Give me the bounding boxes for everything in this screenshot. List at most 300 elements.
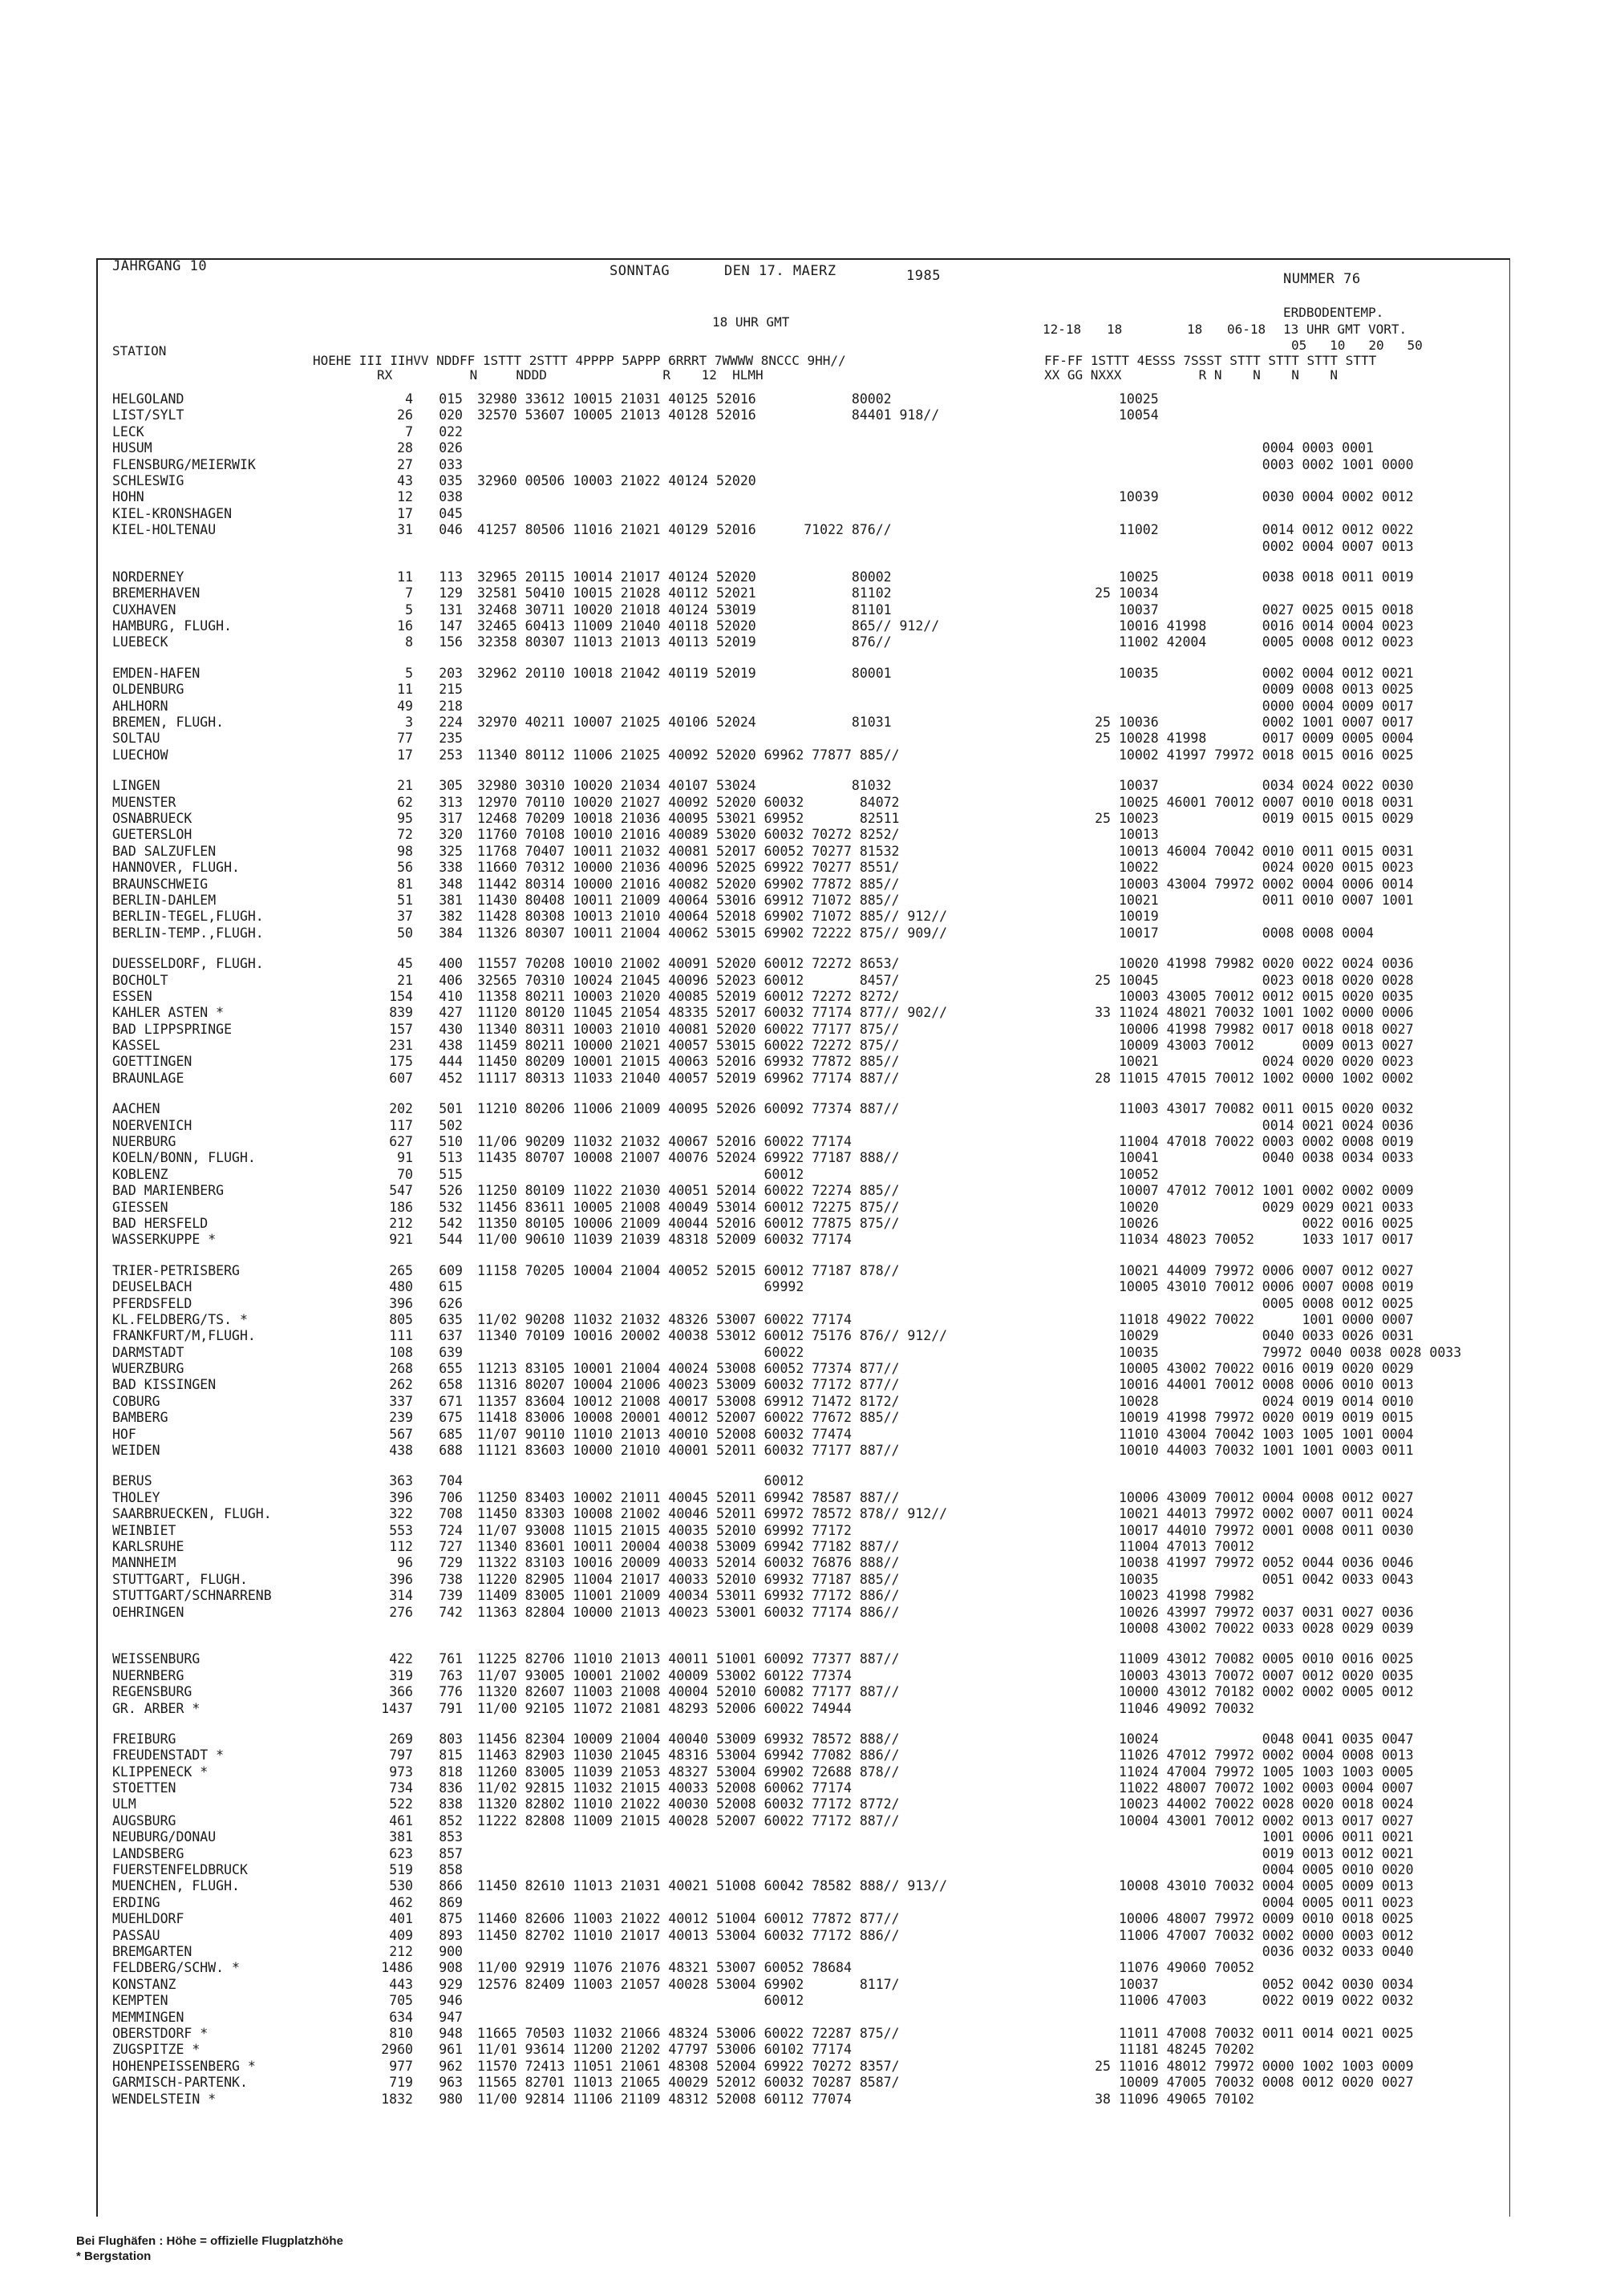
elevation: 627	[389, 1134, 413, 1150]
wind-gust	[1055, 618, 1111, 634]
elevation: 26	[397, 407, 413, 423]
wind-gust	[1055, 956, 1111, 972]
station-name	[112, 539, 305, 555]
soil-values: 10016 41998 0016 0014 0004 0023	[1119, 618, 1414, 634]
synop-groups: 11/00 92814 11106 21109 48312 52008 60112 77074	[477, 2091, 852, 2107]
synop-groups: 60012	[477, 1993, 804, 2009]
table-row	[112, 506, 1508, 522]
synop-groups: 11250 83403 10002 21011 40045 52011 69942 78587 887//	[477, 1489, 900, 1505]
elevation: 231	[389, 1038, 413, 1054]
wind-gust	[1055, 1394, 1111, 1410]
elevation: 202	[389, 1101, 413, 1117]
elevation: 5	[405, 601, 413, 618]
synop-groups: 11/02 92815 11032 21015 40033 52008 60062 77174	[477, 1780, 852, 1796]
wind-gust: 25	[1095, 2058, 1111, 2074]
soil-values: 11004 47018 70022 0003 0002 0008 0019	[1119, 1134, 1414, 1150]
wind-gust	[1055, 569, 1111, 585]
station-id: 526	[439, 1183, 463, 1199]
station-name: LANDSBERG	[112, 1845, 184, 1861]
soil-values: 11006 47003 0022 0019 0022 0032	[1119, 1993, 1414, 2009]
soil-values: 0002 0004 0007 0013	[1119, 538, 1414, 554]
station-id: 853	[439, 1829, 463, 1845]
elevation: 31	[397, 522, 413, 538]
soil-values: 0003 0002 1001 0000	[1119, 456, 1414, 472]
table-row	[112, 956, 1508, 972]
elevation: 77	[397, 731, 413, 747]
wind-gust	[1055, 1701, 1111, 1717]
elevation: 1832	[381, 2091, 413, 2107]
wind-gust	[1055, 2042, 1111, 2058]
soil-values: 10052	[1119, 1166, 1159, 1182]
station-id: 427	[439, 1005, 463, 1021]
soil-values: 11022 48007 70072 1002 0003 0004 0007	[1119, 1780, 1414, 1796]
soil-values: 11015 47015 70012 1002 0000 1002 0002	[1119, 1070, 1414, 1086]
elevation: 7	[405, 423, 413, 439]
station-group	[112, 1651, 1508, 1717]
wind-gust	[1055, 1572, 1111, 1588]
wind-gust	[1055, 1944, 1111, 1960]
soil-temp-sub: 13 UHR GMT VORT.	[1283, 322, 1408, 337]
station-id: 727	[439, 1539, 463, 1554]
elevation: 117	[389, 1117, 413, 1133]
wind-gust	[1055, 1588, 1111, 1604]
synop-groups: 32565 70310 10024 21045 40096 52023 60012 8457/	[477, 972, 900, 988]
station-id: 761	[439, 1651, 463, 1667]
wind-gust	[1055, 1846, 1111, 1862]
station-group	[112, 1731, 1508, 2108]
soil-values: 10025 46001 70012 0007 0010 0018 0031	[1119, 794, 1414, 810]
wind-gust	[1055, 1377, 1111, 1393]
station-name: PASSAU	[112, 1927, 160, 1943]
synop-groups: 11340 70109 10016 20002 40038 53012 60012 75176 876// 912//	[477, 1328, 948, 1344]
station-id: 626	[439, 1295, 463, 1311]
wind-gust	[1055, 1279, 1111, 1295]
station-id: 218	[439, 698, 463, 714]
station-name: WENDELSTEIN *	[112, 2091, 217, 2107]
wind-gust	[1055, 893, 1111, 909]
wind-gust	[1055, 1523, 1111, 1539]
wind-gust	[1055, 1780, 1111, 1796]
elevation: 977	[389, 2058, 413, 2074]
table-row	[112, 1328, 1508, 1344]
station-header: STATION	[112, 343, 167, 358]
wind-gust	[1055, 1605, 1111, 1621]
station-name: REGENSBURG	[112, 1684, 192, 1700]
table-row	[112, 634, 1508, 650]
synop-groups: 11460 82606 11003 21022 40012 51004 60012 77872 877//	[477, 1911, 900, 1927]
synop-groups: 11363 82804 10000 21013 40023 53001 60032 77174 886//	[477, 1604, 900, 1620]
elevation: 462	[389, 1894, 413, 1910]
station-id: 532	[439, 1199, 463, 1215]
soil-values: 0000 0004 0009 0017	[1119, 698, 1414, 714]
synop-groups: 32962 20110 10018 21042 40119 52019 80001	[477, 665, 892, 681]
table-row	[112, 585, 1508, 601]
station-name: HANNOVER, FLUGH.	[112, 860, 240, 876]
station-id: 544	[439, 1232, 463, 1248]
wind-gust	[1055, 2075, 1111, 2091]
soil-values	[1111, 424, 1496, 440]
station-name: MEMMINGEN	[112, 2009, 184, 2025]
synop-groups	[463, 682, 1055, 698]
table-row	[112, 1394, 1508, 1410]
wind-gust	[1055, 2026, 1111, 2042]
station-name: BERLIN-TEGEL,FLUGH.	[112, 909, 264, 925]
elevation: 396	[389, 1489, 413, 1505]
station-name: KOELN/BONN, FLUGH.	[112, 1150, 256, 1166]
station-id: 305	[439, 778, 463, 794]
soil-values: 10028 0024 0019 0014 0010	[1119, 1393, 1414, 1409]
station-name: COBURG	[112, 1393, 160, 1409]
wind-gust	[1055, 682, 1111, 698]
elevation: 396	[389, 1295, 413, 1311]
wind-gust	[1055, 1651, 1111, 1667]
elevation: 634	[389, 2009, 413, 2025]
station-name: MUENSTER	[112, 794, 176, 810]
soil-values: 10038 41997 79972 0052 0044 0036 0046	[1119, 1555, 1414, 1571]
synop-groups: 11435 80707 10008 21007 40076 52024 69922 77187 888//	[477, 1150, 900, 1166]
synop-groups: 32965 20115 10014 21017 40124 52020 80002	[477, 569, 892, 585]
soil-values: 11009 43012 70082 0005 0010 0016 0025	[1119, 1651, 1414, 1667]
soil-values: 0036 0032 0033 0040	[1119, 1943, 1414, 1959]
station-name: LIST/SYLT	[112, 407, 184, 423]
wind-gust	[1055, 1731, 1111, 1747]
station-id: 688	[439, 1443, 463, 1459]
synop-groups: 11358 80211 10003 21020 40085 52019 60012 72272 8272/	[477, 988, 900, 1004]
soil-values: 10026 0022 0016 0025	[1119, 1215, 1414, 1231]
station-id: 430	[439, 1021, 463, 1037]
synop-groups: 11340 80311 10003 21010 40081 52020 60022 77177 875//	[477, 1021, 900, 1037]
synop-groups: 11/00 90610 11039 21039 48318 52009 60032 77174	[477, 1232, 852, 1248]
synop-groups	[463, 1296, 1055, 1312]
station-name: DUESSELDORF, FLUGH.	[112, 956, 264, 972]
uhr-gmt-header: 18 UHR GMT	[712, 314, 790, 330]
wind-gust	[1055, 1668, 1111, 1684]
synop-groups: 32581 50410 10015 21028 40112 52021 81102	[477, 585, 892, 601]
wind-gust	[1055, 1101, 1111, 1117]
table-row	[112, 1361, 1508, 1377]
station-table	[112, 391, 1508, 2122]
wind-gust	[1055, 1296, 1111, 1312]
station-name: DARMSTADT	[112, 1344, 184, 1360]
soil-values: 11024 48021 70032 1001 1002 0000 0006	[1119, 1005, 1414, 1021]
wind-gust	[1055, 1361, 1111, 1377]
soil-values: 10045 0023 0018 0020 0028	[1119, 972, 1414, 988]
synop-groups: 11557 70208 10010 21002 40091 52020 60012 72272 8653/	[477, 956, 900, 972]
wind-gust	[1055, 391, 1111, 407]
synop-groups	[463, 731, 1055, 747]
soil-values: 11002 42004 0005 0008 0012 0023	[1119, 634, 1414, 650]
synop-groups: 11320 82802 11010 21022 40030 52008 60032 77172 8772/	[477, 1796, 900, 1812]
table-row	[112, 811, 1508, 827]
elevation: 623	[389, 1845, 413, 1861]
soil-values: 10021 0011 0010 0007 1001	[1119, 892, 1414, 908]
table-row	[112, 2075, 1508, 2091]
table-row	[112, 893, 1508, 909]
station-id: 156	[439, 634, 463, 650]
table-row	[112, 1605, 1508, 1621]
soil-values: 10020 0029 0029 0021 0033	[1119, 1199, 1414, 1215]
footnote	[76, 2233, 343, 2264]
soil-values: 10009 47005 70032 0008 0012 0020 0027	[1119, 2075, 1414, 2091]
soil-values: 10023 0019 0015 0015 0029	[1119, 810, 1414, 826]
station-name: NUERBURG	[112, 1134, 176, 1150]
station-id: 224	[439, 715, 463, 731]
wind-gust	[1055, 1443, 1111, 1459]
table-row	[112, 778, 1508, 794]
elevation: 810	[389, 2025, 413, 2041]
footnote-airports: Bei Flughäfen : Höhe = offizielle Flugplatzhöhe	[76, 2234, 343, 2248]
elevation: 480	[389, 1279, 413, 1295]
synop-groups: 11222 82808 11009 21015 40028 52007 60022 77172 887//	[477, 1812, 900, 1828]
wind-gust	[1055, 1928, 1111, 1944]
station-id: 893	[439, 1927, 463, 1943]
table-row	[112, 1764, 1508, 1780]
table-row	[112, 1038, 1508, 1054]
elevation: 96	[397, 1555, 413, 1571]
station-name: ESSEN	[112, 988, 152, 1004]
elevation: 175	[389, 1054, 413, 1070]
synop-groups: 11225 82706 11010 21013 40011 51001 60092 77377 887//	[477, 1651, 900, 1667]
soil-values: 10007 47012 70012 1001 0002 0002 0009	[1119, 1183, 1414, 1199]
soil-values: 10010 44003 70032 1001 1001 0003 0011	[1119, 1443, 1414, 1459]
station-id: 444	[439, 1054, 463, 1070]
station-id: 961	[439, 2042, 463, 2058]
station-name: GUETERSLOH	[112, 827, 192, 843]
table-row	[112, 1232, 1508, 1248]
wind-gust	[1055, 844, 1111, 860]
wind-gust	[1055, 489, 1111, 505]
soil-values: 10017 44010 79972 0001 0008 0011 0030	[1119, 1522, 1414, 1538]
soil-depths: 05 10 20 50	[1291, 338, 1423, 353]
station-name: KIEL-HOLTENAU	[112, 522, 217, 538]
station-name: SOLTAU	[112, 731, 160, 747]
soil-values: 11016 48012 79972 0000 1002 1003 0009	[1119, 2058, 1414, 2074]
elevation: 186	[389, 1199, 413, 1215]
table-row	[112, 2059, 1508, 2075]
wind-gust	[1055, 602, 1111, 618]
table-row	[112, 1071, 1508, 1087]
table-row	[112, 1928, 1508, 1944]
col-18a: 18	[1107, 322, 1123, 337]
soil-values: 10006 48007 79972 0009 0010 0018 0025	[1119, 1911, 1414, 1927]
table-row	[112, 909, 1508, 925]
station-name: BOCHOLT	[112, 972, 168, 988]
station-id: 320	[439, 827, 463, 843]
synop-groups: 32358 80307 11013 21013 40113 52019 876//	[477, 634, 892, 650]
station-id: 875	[439, 1911, 463, 1927]
wind-gust	[1055, 747, 1111, 763]
station-id: 113	[439, 569, 463, 585]
station-id: 671	[439, 1393, 463, 1409]
station-name: WUERZBURG	[112, 1361, 184, 1377]
synop-groups	[463, 1118, 1055, 1134]
wind-gust	[1055, 778, 1111, 794]
station-name: BREMGARTEN	[112, 1943, 192, 1959]
soil-values: 10041 0040 0038 0034 0033	[1119, 1150, 1414, 1166]
elevation: 2960	[381, 2042, 413, 2058]
right-header-line2: XX GG NXXX R N N N N	[1044, 367, 1339, 383]
table-row	[112, 602, 1508, 618]
table-row	[112, 699, 1508, 715]
wind-gust	[1055, 1862, 1111, 1878]
synop-groups: 11213 83105 10001 21004 40024 53008 60052 77374 877//	[477, 1361, 900, 1377]
soil-values: 10016 44001 70012 0008 0006 0010 0013	[1119, 1377, 1414, 1393]
elevation: 797	[389, 1747, 413, 1764]
wind-gust	[1055, 699, 1111, 715]
soil-values: 11096 49065 70102	[1119, 2091, 1254, 2107]
station-id: 776	[439, 1684, 463, 1700]
station-name: GIESSEN	[112, 1199, 168, 1215]
station-id: 400	[439, 956, 463, 972]
synop-groups: 11456 82304 10009 21004 40040 53009 69932 78572 888//	[477, 1731, 900, 1747]
station-name: LUECHOW	[112, 747, 168, 763]
elevation: 262	[389, 1377, 413, 1393]
station-id: 706	[439, 1489, 463, 1505]
soil-values: 11004 47013 70012	[1119, 1539, 1254, 1554]
elevation: 363	[389, 1473, 413, 1489]
wind-gust	[1055, 634, 1111, 650]
station-id: 815	[439, 1747, 463, 1764]
elevation: 805	[389, 1311, 413, 1327]
synop-groups	[463, 699, 1055, 715]
wind-gust	[1055, 1118, 1111, 1134]
synop-groups: 69992	[477, 1279, 804, 1295]
elevation: 17	[397, 747, 413, 763]
wind-gust	[1055, 1684, 1111, 1700]
wind-gust	[1055, 457, 1111, 473]
elevation: 56	[397, 860, 413, 876]
station-name: FRANKFURT/M,FLUGH.	[112, 1328, 256, 1344]
table-row	[112, 925, 1508, 941]
elevation: 112	[389, 1539, 413, 1554]
synop-groups: 12468 70209 10018 21036 40095 53021 69952 82511	[477, 810, 900, 826]
station-name: ZUGSPITZE *	[112, 2042, 200, 2058]
table-row	[112, 1796, 1508, 1812]
synop-groups: 11/07 90110 11010 21013 40010 52008 60032 77474	[477, 1426, 852, 1442]
wind-gust: 33	[1095, 1005, 1111, 1021]
table-row	[112, 989, 1508, 1005]
elevation: 921	[389, 1232, 413, 1248]
station-id: 836	[439, 1780, 463, 1796]
synop-groups: 32960 00506 10003 21022 40124 52020	[477, 472, 756, 488]
elevation: 21	[397, 972, 413, 988]
station-id: 655	[439, 1361, 463, 1377]
wind-gust	[1055, 795, 1111, 811]
table-row	[112, 1150, 1508, 1166]
wind-gust	[1055, 473, 1111, 489]
elevation: 438	[389, 1443, 413, 1459]
col-06-18: 06-18	[1227, 322, 1266, 337]
table-row	[112, 731, 1508, 747]
soil-values: 10019	[1119, 909, 1159, 925]
table-row	[112, 1846, 1508, 1862]
wind-gust	[1055, 666, 1111, 682]
station-id: 235	[439, 731, 463, 747]
station-name: LINGEN	[112, 778, 160, 794]
soil-values: 0019 0013 0012 0021	[1119, 1845, 1414, 1861]
table-row	[112, 2042, 1508, 2058]
station-id: 510	[439, 1134, 463, 1150]
station-name: FUERSTENFELDBRUCK	[112, 1862, 248, 1878]
wind-gust: 38	[1095, 2091, 1111, 2107]
soil-values: 11003 43017 70082 0011 0015 0020 0032	[1119, 1101, 1414, 1117]
wind-gust	[1055, 424, 1111, 440]
soil-values: 10005 43010 70012 0006 0007 0008 0019	[1119, 1279, 1414, 1295]
station-name: BRAUNSCHWEIG	[112, 876, 209, 892]
table-row	[112, 715, 1508, 731]
wind-gust	[1055, 522, 1111, 538]
table-row	[112, 1443, 1508, 1459]
station-name: OBERSTDORF *	[112, 2025, 209, 2041]
station-id: 704	[439, 1473, 463, 1489]
soil-values	[1111, 2010, 1496, 2026]
elevation: 530	[389, 1878, 413, 1894]
station-name: CUXHAVEN	[112, 601, 176, 618]
station-name: KASSEL	[112, 1038, 160, 1054]
wind-gust	[1055, 1427, 1111, 1443]
synop-groups: 11357 83604 10012 21008 40017 53008 69912 71472 8172/	[477, 1393, 900, 1409]
station-id: 046	[439, 522, 463, 538]
elevation: 396	[389, 1571, 413, 1587]
synop-groups: 11121 83603 10000 21010 40001 52011 60032 77177 887//	[477, 1443, 900, 1459]
synop-groups: 11220 82905 11004 21017 40033 52010 69932 77187 885//	[477, 1571, 900, 1587]
wind-gust	[1055, 1895, 1111, 1911]
elevation: 734	[389, 1780, 413, 1796]
soil-values: 10009 43003 70012 0009 0013 0027	[1119, 1038, 1414, 1054]
elevation: 16	[397, 618, 413, 634]
station-name: STUTTGART/SCHNARRENB	[112, 1588, 272, 1604]
station-id: 803	[439, 1731, 463, 1747]
synop-groups	[463, 2010, 1055, 2026]
table-row	[112, 2092, 1508, 2108]
station-name	[112, 1621, 305, 1637]
elevation: 461	[389, 1812, 413, 1828]
table-row	[112, 1279, 1508, 1295]
wind-gust	[1055, 1167, 1111, 1183]
table-row	[112, 1134, 1508, 1150]
wind-gust	[1055, 1960, 1111, 1976]
table-row	[112, 1377, 1508, 1393]
soil-values: 10035 79972 0040 0038 0028 0033	[1119, 1344, 1462, 1360]
station-name: EMDEN-HAFEN	[112, 665, 200, 681]
station-id: 406	[439, 972, 463, 988]
wind-gust	[1055, 1232, 1111, 1248]
elevation: 8	[405, 634, 413, 650]
soil-values: 10006 43009 70012 0004 0008 0012 0027	[1119, 1489, 1414, 1505]
table-row	[112, 1312, 1508, 1328]
table-row	[112, 1490, 1508, 1506]
station-id: 857	[439, 1845, 463, 1861]
station-id: 033	[439, 456, 463, 472]
wind-gust: 25	[1095, 810, 1111, 826]
station-name: MANNHEIM	[112, 1555, 176, 1571]
elevation: 98	[397, 843, 413, 859]
station-name: MUEHLDORF	[112, 1911, 184, 1927]
table-row	[112, 1588, 1508, 1604]
table-row	[112, 1539, 1508, 1555]
elevation: 70	[397, 1166, 413, 1182]
station-name: KOBLENZ	[112, 1166, 168, 1182]
station-id: 818	[439, 1764, 463, 1780]
station-name: KEMPTEN	[112, 1993, 168, 2009]
station-name: BAD HERSFELD	[112, 1215, 209, 1231]
station-id: 022	[439, 423, 463, 439]
wind-gust	[1055, 1621, 1111, 1637]
table-row	[112, 618, 1508, 634]
elevation: 157	[389, 1021, 413, 1037]
station-name: KAHLER ASTEN *	[112, 1005, 225, 1021]
station-id: 609	[439, 1262, 463, 1278]
